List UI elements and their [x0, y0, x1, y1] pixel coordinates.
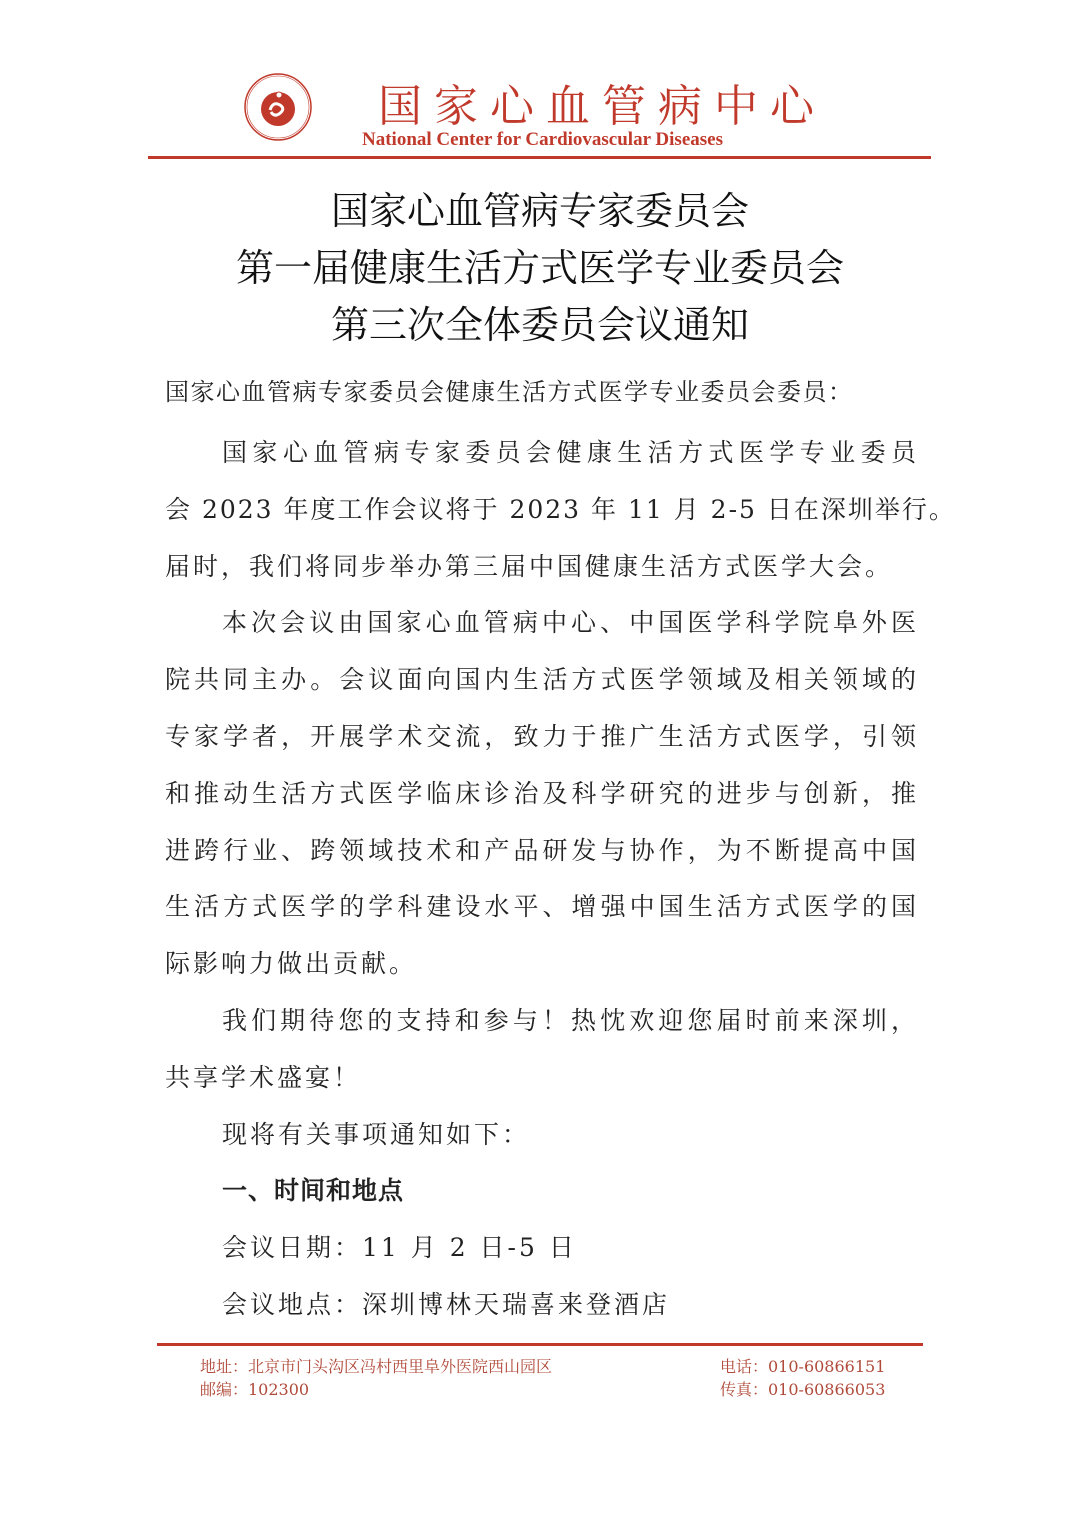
ncc-logo-icon [243, 72, 313, 142]
footer-divider [157, 1343, 923, 1346]
paragraph-line: 专家学者，开展学术交流，致力于推广生活方式医学，引领 [165, 721, 918, 751]
paragraph-line: 会议日期：11 月 2 日-5 日 [222, 1233, 577, 1263]
title-line-2: 第一届健康生活方式医学专业委员会 [235, 246, 844, 290]
paragraph-line: 进跨行业、跨领域技术和产品研发与协作，为不断提高中国 [165, 835, 918, 865]
paragraph-line: 我们期待您的支持和参与！热忱欢迎您届时前来深圳， [222, 1005, 918, 1035]
paragraph-line: 际影响力做出贡献。 [165, 949, 418, 979]
paragraph-line: 会议地点：深圳博林天瑞喜来登酒店 [222, 1289, 671, 1319]
paragraph-line: 院共同主办。会议面向国内生活方式医学领域及相关领域的 [165, 665, 918, 695]
paragraph-line: 共享学术盛宴！ [165, 1062, 362, 1092]
org-name-cn: 国家心血管病中心 [378, 81, 826, 132]
org-name-en: National Center for Cardiovascular Diseases [362, 129, 723, 150]
paragraph-line: 和推动生活方式医学临床诊治及科学研究的进步与创新，推 [165, 778, 918, 808]
footer-fax: 传真：010-60866053 [720, 1380, 886, 1399]
title-line-3: 第三次全体委员会议通知 [330, 303, 749, 347]
salutation: 国家心血管病专家委员会健康生活方式医学专业委员会委员： [165, 378, 854, 406]
footer-address: 地址：北京市门头沟区冯村西里阜外医院西山园区 [200, 1357, 553, 1376]
paragraph-line: 届时，我们将同步举办第三届中国健康生活方式医学大会。 [165, 551, 894, 581]
footer-postcode: 邮编：102300 [200, 1380, 310, 1399]
footer-phone: 电话：010-60866151 [720, 1357, 886, 1376]
paragraph-line: 现将有关事项通知如下： [222, 1119, 531, 1149]
title-line-1: 国家心血管病专家委员会 [330, 189, 749, 233]
paragraph-line: 生活方式医学的学科建设水平、增强中国生活方式医学的国 [165, 892, 918, 922]
paragraph-line: 国家心血管病专家委员会健康生活方式医学专业委员 [222, 438, 918, 467]
section-heading: 一、时间和地点 [222, 1176, 405, 1206]
header-divider [148, 156, 931, 159]
paragraph-line: 会 2023 年度工作会议将于 2023 年 11 月 2-5 日在深圳举行。 [165, 494, 956, 524]
paragraph-line: 本次会议由国家心血管病中心、中国医学科学院阜外医 [222, 608, 918, 638]
letter-body [165, 425, 956, 1334]
